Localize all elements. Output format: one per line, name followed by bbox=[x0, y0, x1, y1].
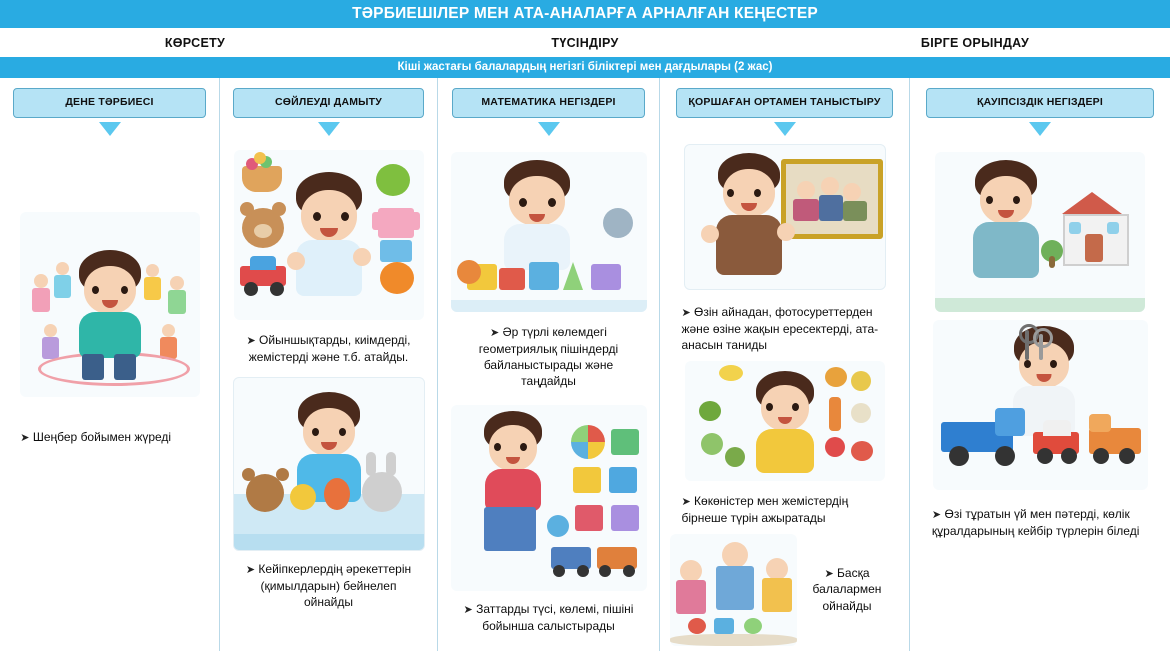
bullet-marker: ➤ bbox=[245, 564, 256, 577]
column-environment bbox=[660, 78, 910, 651]
pillar-explain: ТҮСІНДІРУ bbox=[551, 36, 619, 50]
pillar-show: КӨРСЕТУ bbox=[164, 36, 226, 50]
bullet-marker: ➤ bbox=[824, 567, 834, 580]
bullet-text: Өзін айнадан, фотосуреттерден және өзіне жақын ересектерді, ата-анасын таниды bbox=[681, 305, 879, 353]
illustration-boy-with-plush-toys-on-table bbox=[233, 377, 425, 551]
arrow-down-icon bbox=[538, 122, 560, 136]
bullet-text: Әр түрлі көлемдегі геометриялық пішіндерді байланыстырады және таңдайды bbox=[478, 325, 619, 389]
column-body bbox=[444, 142, 653, 647]
illustration-boy-with-keys-and-toy-vehicles bbox=[933, 320, 1148, 490]
bullet-text: Өзі тұратын үй мен пәтерді, көлік құралдарының кейбір түрлерін біледі bbox=[931, 507, 1140, 538]
bullet-marker: ➤ bbox=[931, 509, 942, 521]
bullet-item bbox=[675, 300, 893, 359]
bullet-item bbox=[234, 328, 423, 371]
illustration-boy-with-colored-shapes-and-cars bbox=[451, 405, 647, 591]
pillars-row bbox=[0, 30, 1170, 57]
arrow-down-icon bbox=[774, 122, 796, 136]
bullet-marker: ➤ bbox=[246, 335, 256, 347]
illustration-boy-with-geometric-blocks bbox=[451, 152, 647, 312]
column-body bbox=[666, 142, 903, 648]
columns-container bbox=[0, 78, 1170, 651]
arrow-down-icon bbox=[318, 122, 340, 136]
bullet-text: Заттарды түсі, көлемі, пішіні бойынша салыстырады bbox=[476, 602, 634, 634]
column-heading: ҚОРШАҒАН ОРТАМЕН ТАНЫСТЫРУ bbox=[676, 88, 894, 118]
bullet-marker: ➤ bbox=[463, 604, 473, 617]
column-physical-education bbox=[0, 78, 220, 651]
column-body bbox=[226, 142, 431, 647]
bullet-text: Кейіпкерлердің әрекеттерін (қимылдарын) бейнелеп ойнайды bbox=[258, 562, 412, 610]
illustration-children-playing-together bbox=[670, 534, 797, 646]
column-math-basics bbox=[438, 78, 660, 651]
bullet-text: Басқа балалармен ойнайды bbox=[812, 565, 882, 613]
illustration-boy-with-vegetables-and-fruits bbox=[685, 361, 885, 481]
bullet-text: Көкөністер мен жемістердің бірнеше түрін ажыратады bbox=[681, 494, 849, 526]
bullet-item bbox=[14, 425, 204, 452]
bullet-marker: ➤ bbox=[681, 307, 691, 319]
column-speech-development bbox=[220, 78, 438, 651]
bullet-item bbox=[926, 502, 1154, 545]
column-heading: ДЕНЕ ТӘРБИЕСІ bbox=[13, 88, 205, 118]
illustration-boy-pointing-at-family-portrait bbox=[684, 144, 886, 290]
bullet-item bbox=[452, 597, 644, 640]
page-title: ТӘРБИЕШІЛЕР МЕН АТА-АНАЛАРҒА АРНАЛҒАН КЕҢЕСТЕР bbox=[0, 0, 1170, 30]
illustration-boy-with-toys-fruits-clothes bbox=[234, 150, 424, 320]
bullet-marker: ➤ bbox=[681, 496, 691, 509]
illustration-boy-running-with-children-circle bbox=[20, 212, 200, 397]
column-heading: СӨЙЛЕУДІ ДАМЫТУ bbox=[233, 88, 423, 118]
bullet-text: Шеңбер бойымен жүреді bbox=[32, 430, 172, 444]
bullet-item bbox=[452, 320, 644, 395]
arrow-down-icon bbox=[99, 122, 121, 136]
pillar-do-together: БІРГЕ ОРЫНДАУ bbox=[920, 36, 1030, 50]
illustration-boy-with-toy-house bbox=[935, 152, 1145, 312]
column-heading: МАТЕМАТИКА НЕГІЗДЕРІ bbox=[452, 88, 646, 118]
column-heading: ҚАУІПСІЗДІК НЕГІЗДЕРІ bbox=[926, 88, 1153, 118]
bullet-item bbox=[675, 489, 893, 532]
column-safety-basics bbox=[910, 78, 1170, 651]
column-body bbox=[916, 142, 1164, 647]
column-body bbox=[6, 142, 213, 647]
arrow-down-icon bbox=[1029, 122, 1051, 136]
page-subtitle: Кіші жастағы балалардың негізгі біліктері мен дағдылары (2 жас) bbox=[0, 57, 1170, 78]
bullet-item bbox=[797, 561, 903, 620]
bullet-text: Ойыншықтарды, киімдерді, жемістерді және т.б. атайды. bbox=[248, 333, 411, 364]
bullet-marker: ➤ bbox=[20, 432, 30, 444]
bullet-item bbox=[234, 557, 423, 616]
bullet-marker: ➤ bbox=[490, 327, 500, 339]
